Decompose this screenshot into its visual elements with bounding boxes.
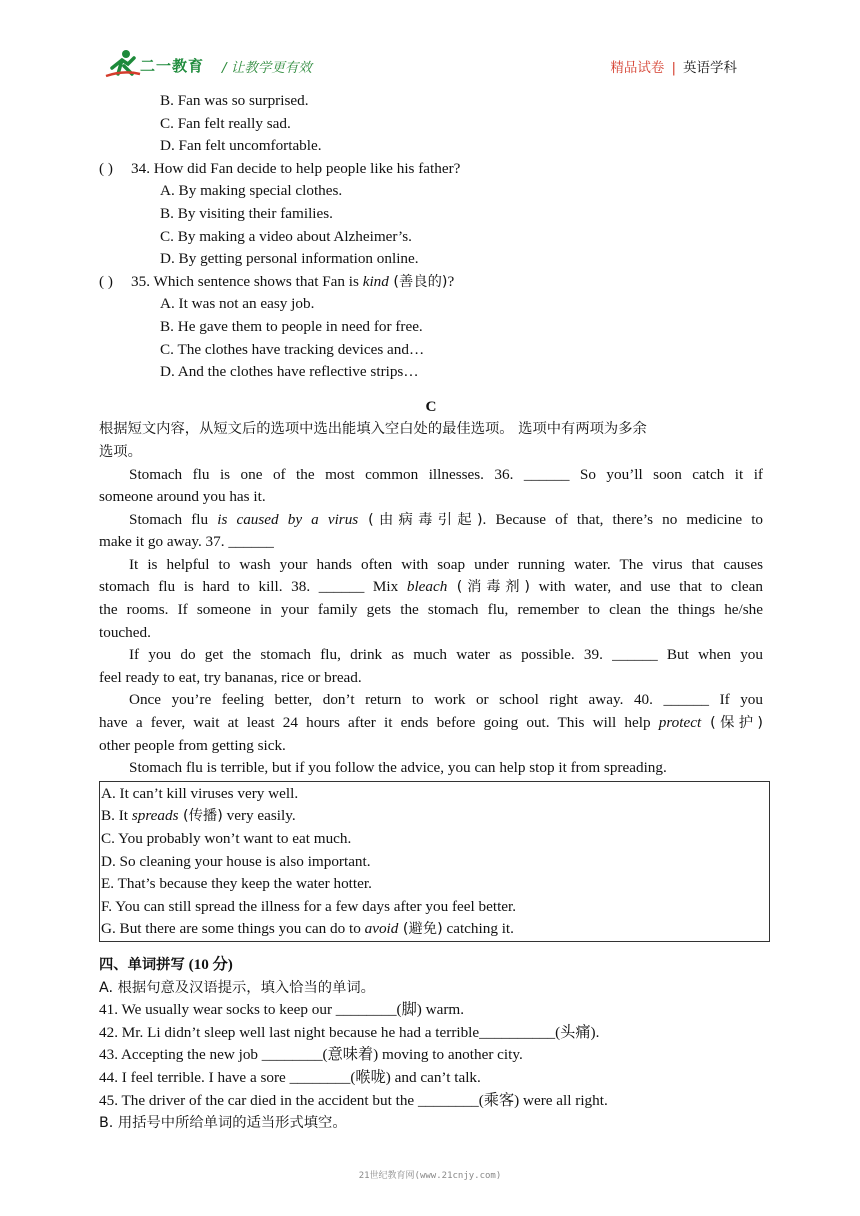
question-41: 41. We usually wear socks to keep our ________(脚) warm.	[99, 1001, 465, 1019]
text: B. It	[101, 807, 132, 825]
document-body	[99, 90, 763, 1135]
chinese-gloss: (保护)	[701, 715, 763, 732]
passage-line: It is helpful to wash your hands often with soap under running water. The virus that causes	[129, 555, 763, 573]
q34-option-a: A. By making special clothes.	[160, 182, 343, 200]
logo-text: 二一教育	[140, 57, 205, 75]
instruction-line-2: 选项。	[99, 443, 142, 460]
part-b-instruction: B. 用括号中所给单词的适当形式填空。	[99, 1115, 347, 1132]
passage-line: feel ready to eat, try bananas, rice or bread.	[99, 668, 362, 686]
chinese-gloss: (善良的)	[388, 273, 448, 290]
page-header	[0, 0, 860, 84]
passage-line: Stomach flu is one of the most common illnesses. 36. ______ So you’ll soon catch it if	[129, 465, 763, 483]
question-44: 44. I feel terrible. I have a sore ________(喉咙) and can’t talk.	[99, 1068, 481, 1086]
question-43: 43. Accepting the new job ________(意味着) moving to another city.	[99, 1046, 523, 1064]
choice-a: A. It can’t kill viruses very well.	[101, 784, 299, 802]
question-stem: 35. Which sentence shows that Fan is	[131, 272, 363, 290]
text: Stomach flu	[129, 510, 218, 528]
text: with water, and use that to clean	[530, 578, 763, 596]
header-label: 精品试卷	[610, 60, 665, 76]
section-score: (10 分)	[184, 955, 233, 973]
italic-word: kind	[362, 272, 389, 290]
header-slogan: / 让教学更有效	[222, 60, 312, 76]
italic-phrase: is caused by a virus	[217, 510, 359, 528]
chinese-gloss: (传播)	[178, 808, 223, 825]
italic-word: protect	[658, 714, 702, 732]
question-stem: 34. How did Fan decide to help people like his father?	[131, 159, 461, 177]
q33-option-d: D. Fan felt uncomfortable.	[160, 137, 322, 155]
header-separator: |	[671, 60, 676, 76]
question-42: 42. Mr. Li didn’t sleep well last night because he had a terrible__________(头痛).	[99, 1023, 600, 1041]
q34-option-d: D. By getting personal information online.	[160, 250, 419, 268]
page-footer: 21世纪教育网(www.21cnjy.com)	[358, 1171, 502, 1181]
q35-option-c: C. The clothes have tracking devices and…	[160, 340, 425, 358]
q35-option-a: A. It was not an easy job.	[160, 295, 315, 313]
text: have a fever, wait at least 24 hours after it ends before going out. This will help	[99, 714, 659, 732]
choice-d: D. So cleaning your house is also important.	[101, 852, 371, 870]
instruction-line-1: 根据短文内容，从短文后的选项中选出能填入空白处的最佳选项。 选项中有两项为多余	[99, 421, 647, 438]
section-title-text: 四、单词拼写	[99, 956, 185, 973]
italic-word: avoid	[364, 920, 399, 938]
question-34	[99, 158, 763, 181]
passage-line: If you do get the stomach flu, drink as much water as possible. 39. ______ But when you	[129, 646, 763, 664]
question-stem-end: ?	[447, 272, 455, 290]
text: . Because of that, there’s no medicine to	[482, 510, 764, 528]
q35-option-d: D. And the clothes have reflective strips…	[160, 363, 419, 381]
text: stomach flu is hard to kill. 38. ______ Mix	[99, 578, 407, 596]
header-right	[610, 56, 737, 76]
passage-line: other people from getting sick.	[99, 736, 286, 754]
passage-line	[99, 509, 763, 532]
passage-line: Stomach flu is terrible, but if you follow the advice, you can help stop it from spreading.	[129, 759, 667, 777]
text: G. But there are some things you can do to	[101, 920, 365, 938]
section-heading: C	[425, 397, 437, 415]
text: catching it.	[442, 920, 514, 938]
q33-option-b: B. Fan was so surprised.	[160, 92, 309, 109]
chinese-gloss: (避免)	[398, 921, 443, 938]
choice-b	[101, 805, 768, 828]
choice-f: F. You can still spread the illness for a few days after you feel better.	[101, 897, 517, 915]
chinese-gloss: (由病毒引起)	[358, 511, 483, 528]
section-4-title	[99, 954, 763, 977]
q35-option-b: B. He gave them to people in need for free.	[160, 317, 423, 335]
passage-line: make it go away. 37. ______	[99, 533, 274, 551]
answer-blank: ( )	[99, 159, 113, 177]
italic-word: spreads	[131, 807, 179, 825]
part-a-instruction: A. 根据句意及汉语提示，填入恰当的单词。	[99, 979, 375, 996]
passage-line: the rooms. If someone in your family gets the stomach flu, remember to clean the things he/she	[99, 601, 763, 619]
question-35	[99, 271, 763, 294]
passage-line: Once you’re feeling better, don’t return to work or school right away. 40. ______ If you	[129, 691, 763, 709]
question-45: 45. The driver of the car died in the accident but the ________(乘客) were all right.	[99, 1091, 608, 1109]
q34-option-b: B. By visiting their families.	[160, 204, 333, 222]
q33-option-c: C. Fan felt really sad.	[160, 114, 291, 132]
choices-box	[99, 781, 770, 942]
header-subject: 英语学科	[683, 60, 737, 76]
italic-word: bleach	[406, 578, 448, 596]
answer-blank: ( )	[99, 272, 113, 290]
passage-line	[99, 576, 763, 599]
choice-c: C. You probably won’t want to eat much.	[101, 830, 352, 847]
q34-option-c: C. By making a video about Alzheimer’s.	[160, 227, 412, 245]
passage-line	[99, 712, 763, 735]
chinese-gloss: (消毒剂)	[447, 579, 530, 596]
passage-line: touched.	[99, 623, 151, 641]
choice-g	[101, 918, 768, 941]
passage-line: someone around you has it.	[99, 488, 266, 506]
text: very easily.	[222, 807, 296, 825]
choice-e: E. That’s because they keep the water hotter.	[101, 875, 372, 893]
